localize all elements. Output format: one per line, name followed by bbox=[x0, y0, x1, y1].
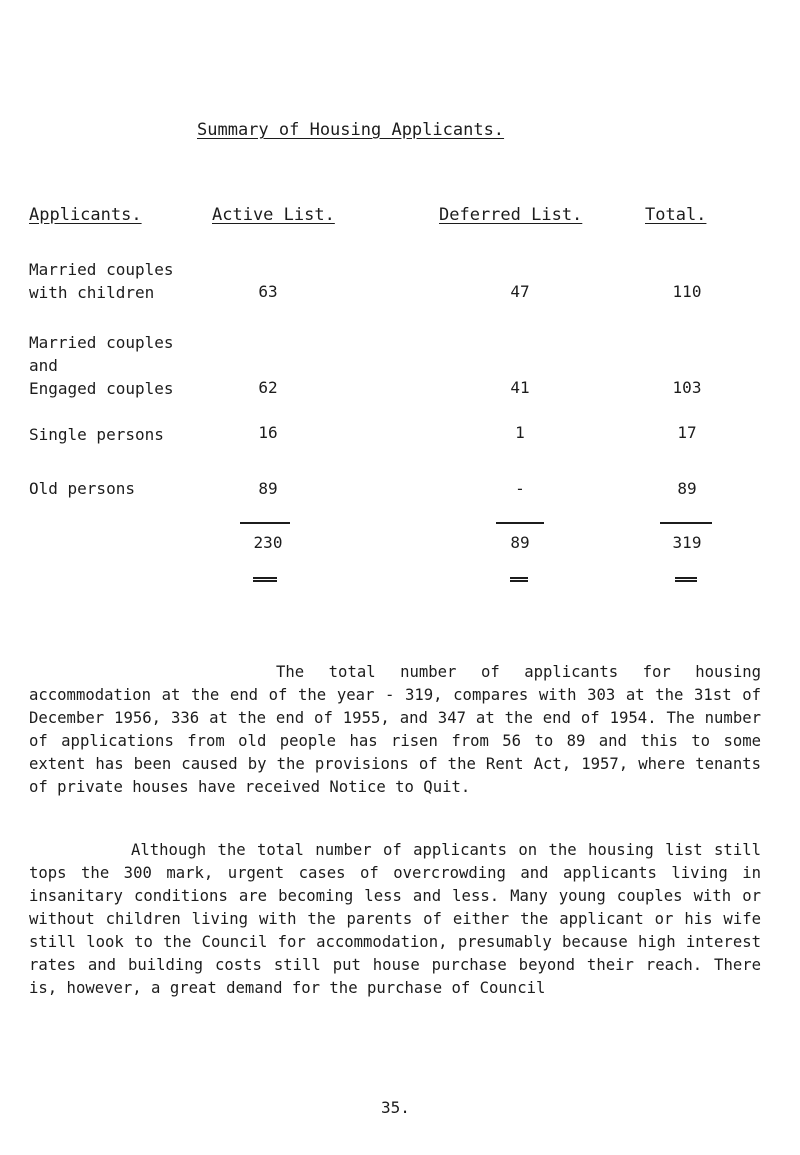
total-total: 319 bbox=[672, 533, 702, 552]
sum-rule bbox=[496, 522, 544, 524]
header-deferred-list: Deferred List. bbox=[439, 205, 583, 225]
row-label-line: Engaged couples bbox=[29, 379, 174, 398]
sum-rule bbox=[660, 522, 712, 524]
cell-total: 17 bbox=[677, 423, 697, 442]
row-label bbox=[29, 477, 135, 500]
sum-rule bbox=[240, 522, 290, 524]
total-active: 230 bbox=[253, 533, 283, 552]
row-label-line: Old persons bbox=[29, 479, 135, 498]
double-rule bbox=[253, 577, 277, 582]
cell-active: 89 bbox=[258, 479, 278, 498]
header-applicants: Applicants. bbox=[29, 205, 142, 225]
cell-total: 89 bbox=[677, 479, 697, 498]
page-number: 35. bbox=[381, 1098, 410, 1117]
header-active-list: Active List. bbox=[212, 205, 335, 225]
cell-deferred: 41 bbox=[510, 378, 530, 397]
cell-total: 103 bbox=[672, 378, 702, 397]
cell-total: 110 bbox=[672, 282, 702, 301]
paragraph: Although the total number of applicants on the housing list still tops the 300 mark, urgent cases of overcrowding and applicants living in insanitary conditions are becoming less and less. Many young couples with or without children living with the parents of either the applicant or his wife still look to the Council for accommodation, presumably because high interest rates and building costs still put house purchase beyond their reach. There is, however, a great demand for the purchase of Council bbox=[29, 841, 761, 997]
double-rule bbox=[675, 577, 697, 582]
row-label-line: Married couples bbox=[29, 333, 174, 352]
total-deferred: 89 bbox=[510, 533, 530, 552]
double-rule bbox=[510, 577, 528, 582]
row-label-line: and bbox=[29, 356, 58, 375]
cell-deferred: - bbox=[515, 479, 525, 498]
cell-active: 63 bbox=[258, 282, 278, 301]
row-label bbox=[29, 423, 164, 446]
row-label-line: Single persons bbox=[29, 425, 164, 444]
row-label-line: with children bbox=[29, 283, 155, 302]
cell-deferred: 47 bbox=[510, 282, 530, 301]
cell-active: 62 bbox=[258, 378, 278, 397]
row-label bbox=[29, 258, 174, 304]
page-title: Summary of Housing Applicants. bbox=[197, 120, 505, 140]
paragraph: The total number of applicants for housing accommodation at the end of the year - 319, compares with 303 at the 31st of December 1956, 336 at the end of 1955, and 347 at the end of 1954. The number of applications from old people has risen from 56 to 89 and this to some extent has been caused by the provisions of the Rent Act, 1957, where tenants of private houses have received Notice to Quit. bbox=[29, 663, 761, 796]
cell-deferred: 1 bbox=[515, 423, 525, 442]
row-label bbox=[29, 331, 174, 400]
cell-active: 16 bbox=[258, 423, 278, 442]
row-label-line: Married couples bbox=[29, 260, 174, 279]
header-total: Total. bbox=[645, 205, 707, 225]
